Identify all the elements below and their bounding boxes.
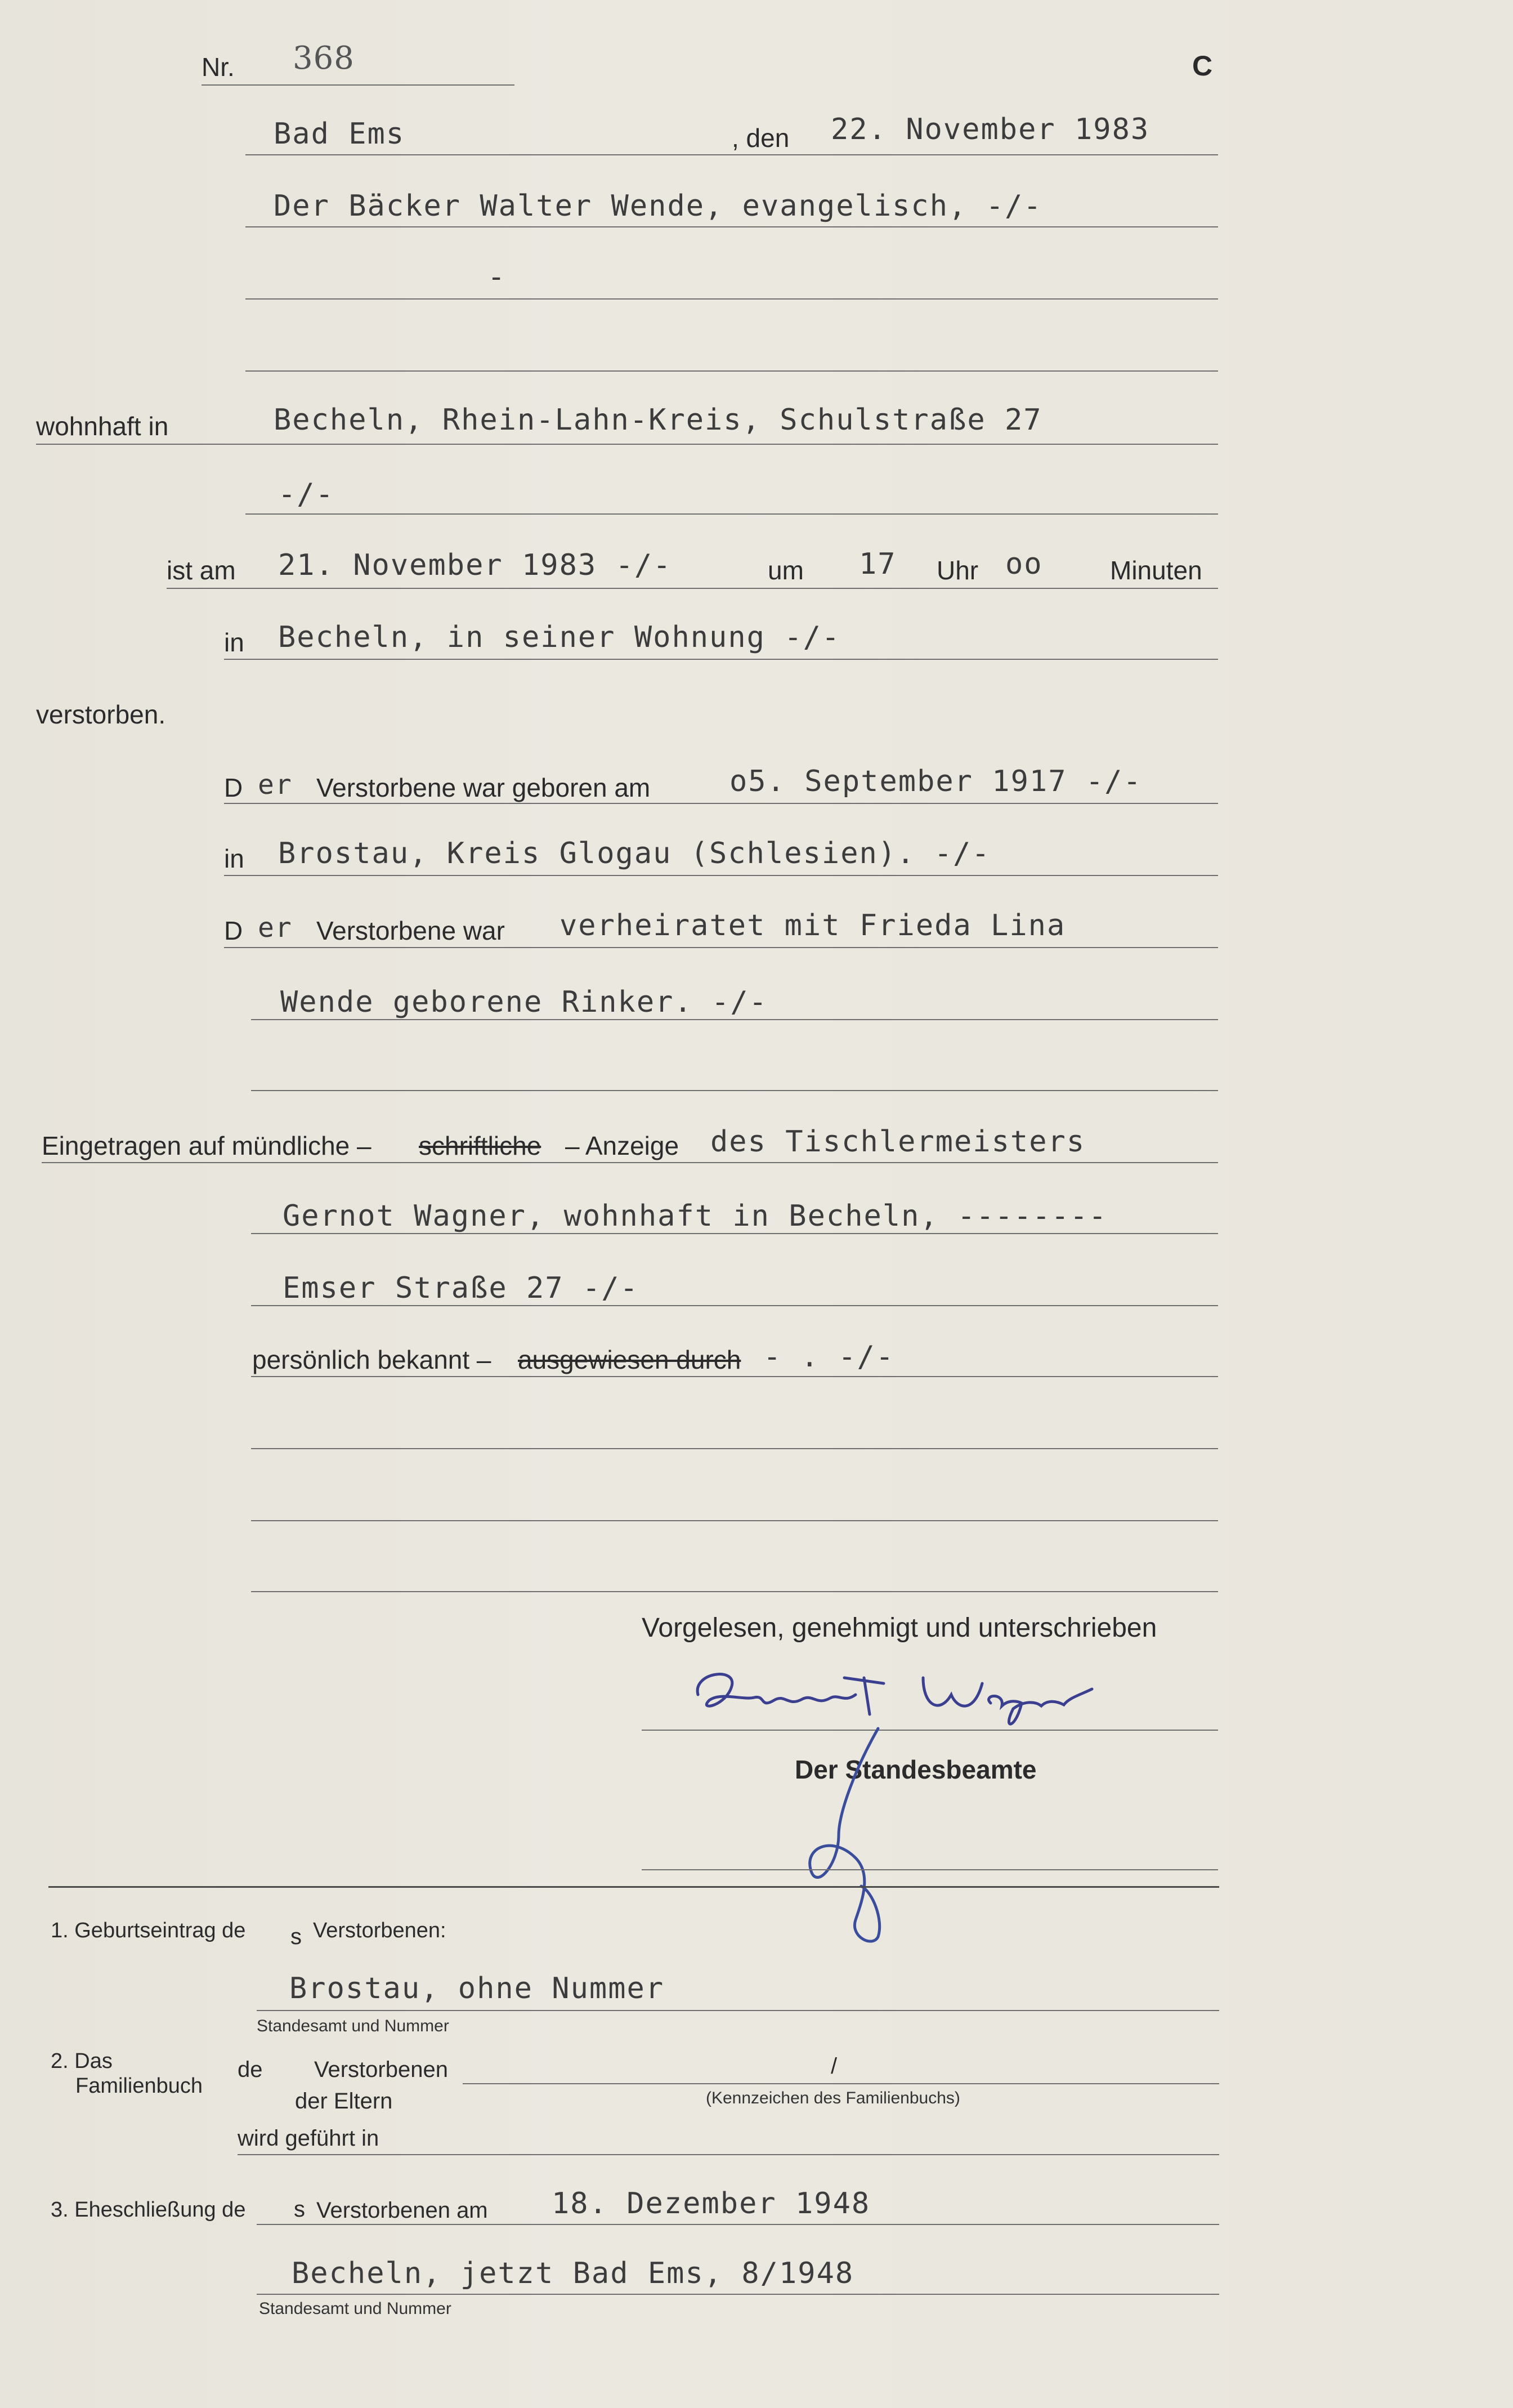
marriage-caption: Standesamt und Nummer — [259, 2299, 451, 2318]
marriage-label-2: Verstorbenen am — [316, 2198, 488, 2223]
registration-rule-3 — [251, 1305, 1218, 1306]
nr-value: 368 — [293, 40, 355, 77]
person-line-2: - — [487, 260, 507, 294]
birth-label: Verstorbene war geboren am — [316, 773, 651, 802]
death-minutes: oo — [1005, 547, 1043, 581]
nr-rule — [202, 84, 514, 86]
ist-am-label: ist am — [167, 556, 236, 585]
death-rule-2 — [224, 659, 1218, 660]
family-book-caption: (Kennzeichen des Familienbuchs) — [706, 2089, 960, 2107]
verstorben-label: verstorben. — [36, 700, 166, 729]
marriage-s: s — [294, 2197, 305, 2222]
birth-er-fill: er — [258, 769, 293, 801]
date-rule — [245, 154, 1218, 155]
registry-place: Bad Ems — [274, 117, 405, 151]
birth-entry-label: 1. Geburtseintrag de — [51, 1919, 246, 1942]
identity-rule — [251, 1376, 1218, 1377]
form-letter: C — [1192, 50, 1213, 82]
registration-rule-1 — [42, 1162, 1218, 1163]
signature-label: Vorgelesen, genehmigt und unterschrieben — [642, 1613, 1157, 1643]
family-book-de: de — [238, 2057, 263, 2082]
um-label: um — [768, 556, 804, 585]
residence-line-1: Becheln, Rhein-Lahn-Kreis, Schulstraße 27 — [274, 403, 1042, 437]
signer-signature — [675, 1661, 1126, 1740]
birth-d-label: D — [224, 773, 243, 802]
death-hour: 17 — [859, 547, 897, 581]
birth-entry-caption: Standesamt und Nummer — [257, 2017, 449, 2035]
residence-label: wohnhaft in — [36, 412, 169, 441]
birth-entry-s: s — [290, 1924, 302, 1949]
registration-rule-2 — [251, 1233, 1218, 1234]
marital-line-2: Wende geborene Rinker. -/- — [280, 985, 768, 1019]
marital-rule-1 — [224, 947, 1218, 948]
family-book-rule — [463, 2083, 1219, 2084]
uhr-label: Uhr — [937, 556, 979, 585]
death-date: 21. November 1983 -/- — [278, 548, 672, 582]
registration-label-prefix: Eingetragen auf mündliche – — [42, 1131, 371, 1160]
birth-entry-label-2: Verstorbenen: — [313, 1919, 446, 1942]
family-book-wird: wird geführt in — [238, 2126, 379, 2151]
birth-rule-2 — [224, 875, 1218, 876]
marital-er-fill: er — [258, 912, 293, 944]
registration-line-3: Emser Straße 27 -/- — [283, 1271, 639, 1305]
registration-line-2: Gernot Wagner, wohnhaft in Becheln, -------- — [283, 1199, 1108, 1233]
person-rule-3 — [245, 370, 1218, 372]
minuten-label: Minuten — [1110, 556, 1202, 585]
birth-entry-rule — [257, 2010, 1219, 2011]
marital-label: Verstorbene war — [316, 916, 505, 945]
registration-date: 22. November 1983 — [831, 113, 1150, 146]
registration-label-struck: schriftliche — [419, 1131, 541, 1160]
marriage-date: 18. Dezember 1948 — [552, 2187, 871, 2221]
blank-rule-2 — [251, 1520, 1218, 1521]
registration-line-1: des Tischlermeisters — [710, 1125, 1086, 1159]
marital-line-1: verheiratet mit Frieda Lina — [559, 909, 1066, 942]
person-rule-2 — [245, 298, 1218, 300]
family-book-label-a: 2. Das — [51, 2049, 113, 2073]
official-paraph — [794, 1723, 895, 1959]
death-in-label: in — [224, 628, 244, 657]
official-rule — [642, 1869, 1218, 1870]
person-rule-1 — [245, 226, 1218, 227]
blank-rule-1 — [251, 1448, 1218, 1449]
death-rule-1 — [167, 588, 1218, 589]
residence-line-2: -/- — [278, 477, 334, 511]
marital-rule-2 — [251, 1019, 1218, 1020]
birth-in-label: in — [224, 844, 244, 873]
family-book-opt-deceased: Verstorbenen — [314, 2057, 448, 2082]
identity-label: persönlich bekannt – — [252, 1345, 491, 1374]
residence-rule-2 — [245, 513, 1218, 515]
family-book-label-b: Familienbuch — [75, 2074, 203, 2098]
official-label: Der Standesbeamte — [795, 1755, 1037, 1784]
birth-rule-1 — [224, 803, 1218, 804]
family-book-slash: / — [831, 2054, 838, 2079]
family-book-opt-parents: der Eltern — [295, 2089, 393, 2114]
identity-value: - . -/- — [763, 1340, 895, 1374]
birth-place: Brostau, Kreis Glogau (Schlesien). -/- — [278, 837, 991, 870]
person-line-1: Der Bäcker Walter Wende, evangelisch, -/- — [274, 189, 1042, 223]
family-book-rule-2 — [238, 2154, 1219, 2155]
den-label: , den — [732, 123, 790, 153]
marital-rule-3 — [251, 1090, 1218, 1091]
marriage-rule-2 — [257, 2294, 1219, 2295]
nr-label: Nr. — [202, 52, 235, 82]
marriage-rule-1 — [257, 2224, 1219, 2225]
identity-struck: ausgewiesen durch — [518, 1345, 741, 1374]
birth-date: o5. September 1917 -/- — [729, 765, 1142, 798]
blank-rule-3 — [251, 1591, 1218, 1592]
marital-d-label: D — [224, 916, 243, 945]
residence-rule-1 — [36, 444, 1218, 445]
birth-entry-value: Brostau, ohne Nummer — [289, 1972, 665, 2005]
footer-divider — [48, 1886, 1219, 1888]
marriage-place: Becheln, jetzt Bad Ems, 8/1948 — [292, 2257, 854, 2290]
death-place: Becheln, in seiner Wohnung -/- — [278, 620, 841, 654]
signature-rule — [642, 1730, 1218, 1731]
marriage-label: 3. Eheschließung de — [51, 2198, 246, 2222]
registration-label-suffix: – Anzeige — [565, 1131, 679, 1160]
